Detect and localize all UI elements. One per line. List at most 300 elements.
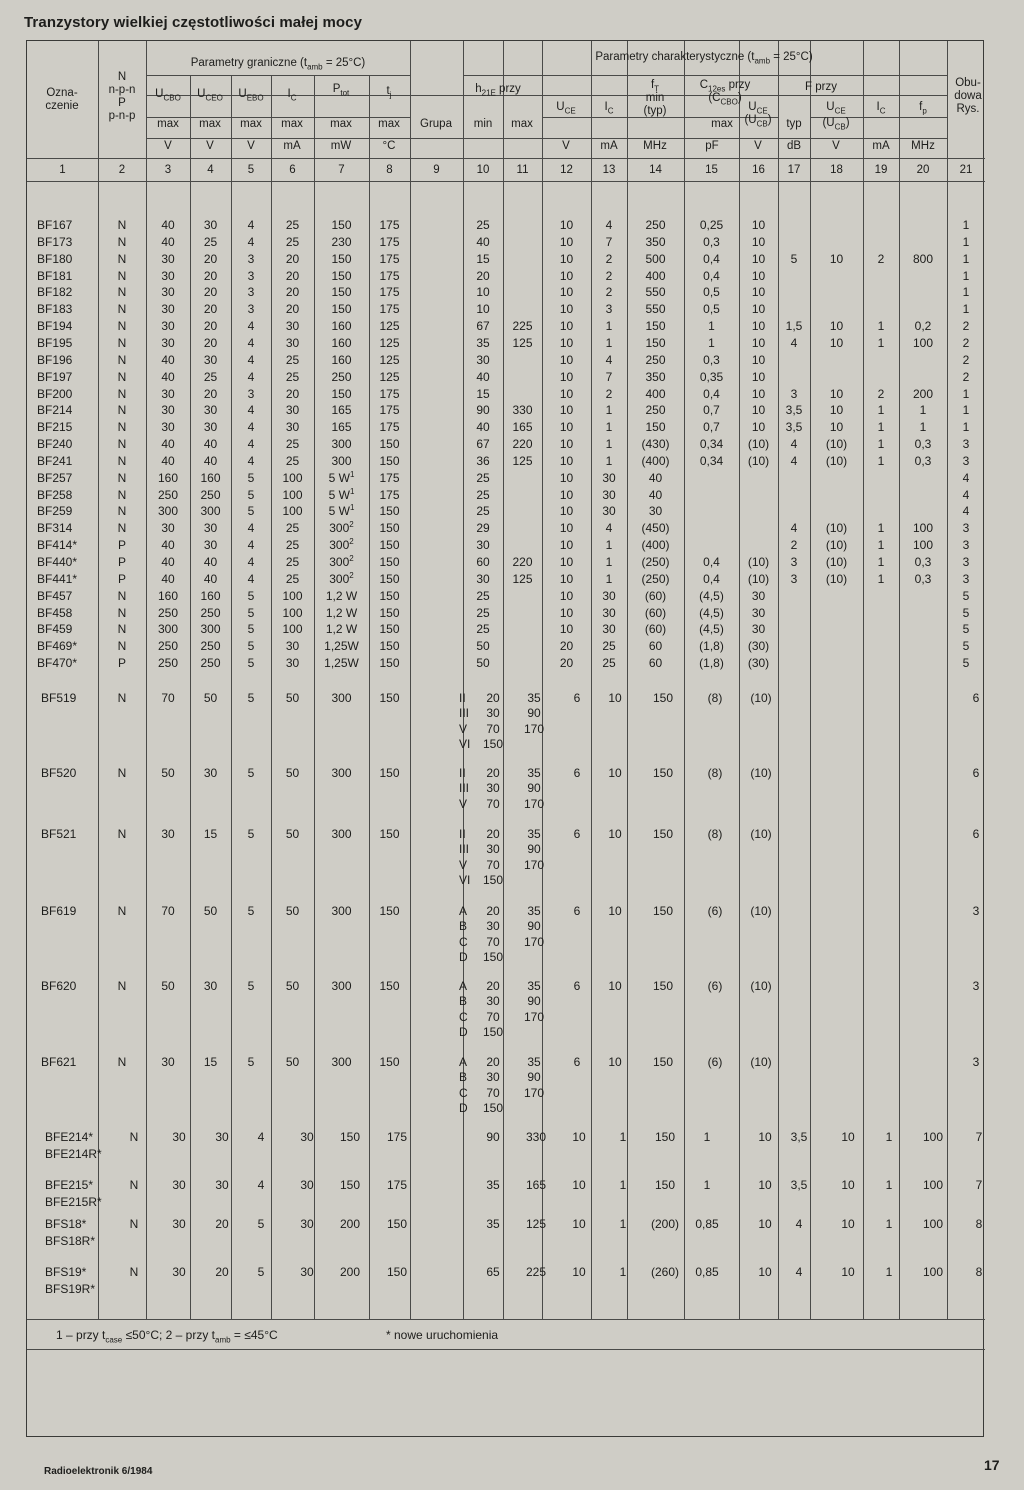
table-cell: 10	[559, 538, 574, 553]
table-cell: 20	[203, 302, 218, 317]
header-max: max	[199, 118, 221, 130]
transistor-name: BF620	[41, 979, 77, 993]
table-cell: 5 $W^1$	[328, 486, 355, 502]
table-cell: 5	[247, 588, 255, 603]
table-cell: 150	[379, 639, 400, 654]
table-cell: 30	[300, 1178, 314, 1192]
group-label: VI	[459, 873, 471, 888]
table-cell: 10	[559, 622, 574, 637]
table-cell: 10	[841, 1217, 855, 1231]
table-cell: 5	[962, 639, 970, 654]
header-ic2: $I_C$	[604, 101, 614, 116]
table-cell: 150	[331, 285, 352, 300]
table-cell: 300	[200, 504, 221, 519]
table-cell: (10)	[747, 571, 770, 586]
table-cell: 1	[605, 420, 613, 435]
table-cell: 10	[559, 335, 574, 350]
table-cell: 40	[203, 437, 218, 452]
table-cell: 40	[161, 571, 175, 586]
group-label: A	[459, 904, 468, 918]
table-cell: 35	[527, 904, 541, 918]
transistor-table	[26, 40, 984, 1437]
table-cell: 300	[331, 1055, 352, 1069]
table-cell: 4	[795, 1217, 803, 1231]
transistor-name: BFE215*	[45, 1178, 94, 1192]
table-cell: 70	[161, 904, 175, 918]
table-cell: 5	[247, 656, 255, 671]
table-cell: 5	[247, 904, 255, 918]
table-cell: (400)	[641, 453, 670, 468]
table-cell: 0,34	[699, 437, 724, 452]
table-cell: 125	[379, 319, 400, 334]
transistor-name: BF314	[37, 521, 73, 536]
table-cell: 30	[161, 521, 175, 536]
table-cell: 25	[476, 504, 490, 519]
table-cell: 160	[157, 470, 179, 485]
table-cell: 3,5	[790, 1178, 808, 1192]
table-cell: 3	[962, 571, 970, 586]
table-cell: 300	[331, 766, 352, 780]
table-cell: 100	[922, 1130, 944, 1144]
table-cell: 70	[486, 934, 500, 949]
table-cell: 200	[912, 386, 934, 401]
column-number: 11	[516, 164, 529, 176]
table-cell: 50	[285, 827, 300, 841]
table-cell: N	[117, 487, 127, 502]
table-cell: 6	[972, 691, 980, 705]
table-cell: N	[117, 470, 127, 485]
table-cell: (10)	[750, 691, 772, 705]
table-cell: N	[117, 251, 127, 266]
table-cell: N	[117, 979, 127, 993]
table-cell: 150	[379, 691, 400, 705]
table-cell: P	[117, 571, 127, 586]
table-cell: 4	[790, 453, 798, 468]
table-cell: 1	[619, 1217, 627, 1231]
table-cell: 4	[247, 319, 255, 334]
table-cell: 100	[912, 521, 934, 536]
table-cell: (10)	[747, 453, 770, 468]
table-cell: 20	[203, 319, 218, 334]
table-cell: N	[117, 319, 127, 334]
table-cell: 200	[339, 1217, 361, 1231]
table-cell: 1	[877, 571, 885, 586]
header-uce: $U_{CE}$	[556, 101, 576, 116]
grid-line	[947, 41, 948, 1319]
table-cell: 1	[962, 234, 970, 249]
table-cell: 4	[605, 218, 613, 232]
table-cell: 30	[602, 487, 616, 502]
table-cell: 125	[512, 335, 533, 350]
table-cell: 4	[247, 218, 255, 232]
header-h21e: $h_{21E}$ przy	[475, 83, 521, 98]
table-cell: 8	[975, 1265, 983, 1279]
table-cell: 1	[605, 555, 613, 569]
table-cell: 10	[559, 251, 574, 266]
table-cell: 1	[703, 1178, 711, 1192]
table-cell: 500	[645, 251, 666, 266]
table-cell: (8)	[707, 691, 723, 705]
group-label: D	[459, 1101, 468, 1116]
table-cell: 30	[486, 781, 500, 796]
header-unit: MHz	[911, 140, 935, 152]
column-number: 6	[289, 164, 296, 176]
table-cell: 350	[645, 369, 666, 384]
group-label: V	[459, 857, 468, 872]
column-number: 21	[959, 164, 973, 176]
table-cell: 250	[157, 656, 179, 671]
table-cell: (8)	[707, 827, 723, 841]
column-number: 2	[118, 164, 126, 176]
table-cell: 300	[157, 504, 179, 519]
table-cell: 6	[573, 979, 581, 993]
table-cell: (30)	[747, 639, 770, 654]
table-cell: 50	[476, 656, 490, 671]
table-cell: 160	[331, 335, 352, 350]
table-cell: 30	[215, 1178, 229, 1192]
table-cell: 4	[790, 335, 798, 350]
group-label: A	[459, 1055, 468, 1069]
transistor-name: BF519	[41, 691, 77, 705]
table-cell: 30	[161, 403, 175, 418]
table-cell: 220	[512, 437, 533, 452]
table-cell: 1	[919, 403, 927, 418]
table-cell: 175	[379, 302, 400, 317]
table-cell: 10	[841, 1178, 855, 1192]
transistor-name: BF469*	[37, 639, 78, 654]
table-cell: 1	[877, 420, 885, 435]
table-cell: 30	[203, 521, 218, 536]
table-cell: N	[117, 369, 127, 384]
table-cell: 160	[200, 588, 221, 603]
table-cell: (6)	[707, 1055, 723, 1069]
table-cell: 3	[605, 302, 613, 317]
table-cell: 25	[285, 437, 300, 452]
table-cell: 30	[172, 1130, 186, 1144]
header-unit: V	[832, 140, 840, 152]
table-cell: 7	[605, 234, 613, 249]
table-cell: (200)	[650, 1217, 680, 1231]
table-cell: 4	[790, 521, 798, 536]
table-cell: 50	[285, 691, 300, 705]
header-max: max	[330, 118, 352, 130]
table-cell: 30	[285, 420, 300, 435]
table-cell: 40	[161, 538, 175, 553]
table-cell: 150	[379, 521, 400, 536]
table-cell: 2	[877, 251, 885, 266]
grid-line	[27, 1319, 985, 1320]
table-cell: 125	[379, 335, 400, 350]
table-cell: 50	[476, 639, 490, 654]
column-number: 5	[247, 164, 255, 176]
table-cell: 35	[486, 1217, 500, 1231]
table-cell: 25	[602, 639, 616, 654]
header-obudowa: Obu- dowa Rys.	[954, 77, 982, 115]
table-cell: 4	[962, 470, 970, 485]
table-cell: N	[117, 691, 127, 705]
table-cell: 10	[572, 1130, 586, 1144]
table-cell: 10	[559, 470, 574, 485]
table-cell: 40	[476, 420, 490, 435]
table-cell: 30	[300, 1130, 314, 1144]
table-cell: 35	[527, 1055, 541, 1069]
group-label: B	[459, 1070, 468, 1085]
table-cell: 30	[203, 218, 218, 232]
table-cell: N	[117, 622, 127, 637]
table-cell: 10	[829, 335, 844, 350]
transistor-name: BF458	[37, 605, 73, 620]
column-number: 3	[164, 164, 172, 176]
table-cell: 25	[476, 218, 490, 232]
table-cell: 150	[331, 386, 352, 401]
transistor-name: BF196	[37, 352, 73, 367]
header-unit: V	[206, 140, 214, 152]
column-number: 19	[874, 164, 888, 176]
table-cell: 4	[247, 420, 255, 435]
transistor-name: BF167	[37, 218, 73, 232]
column-number: 4	[207, 164, 214, 176]
table-cell: N	[117, 766, 127, 780]
group-label: III	[459, 706, 470, 721]
table-cell: 5	[962, 605, 970, 620]
table-cell: 3	[790, 386, 798, 401]
table-cell: 3	[972, 904, 980, 918]
table-cell: N	[117, 420, 127, 435]
table-cell: 90	[527, 994, 541, 1009]
table-cell: 30	[486, 1070, 500, 1085]
header-uceo: $U_{CEO}$	[197, 88, 223, 103]
table-cell: 20	[285, 251, 300, 266]
table-cell: 150	[482, 873, 504, 888]
table-cell: 40	[203, 555, 218, 569]
table-cell: 250	[645, 403, 666, 418]
table-cell: 30	[602, 470, 616, 485]
table-cell: 20	[285, 285, 300, 300]
table-cell: 1	[919, 420, 927, 435]
table-cell: 5	[247, 827, 255, 841]
transistor-name: BF183	[37, 302, 73, 317]
table-cell: N	[129, 1265, 139, 1279]
table-cell: 1,2 W	[325, 622, 358, 637]
table-cell: 30	[203, 766, 218, 780]
table-cell: N	[117, 403, 127, 418]
table-cell: $300^2$	[329, 554, 354, 569]
column-number: 15	[705, 164, 718, 176]
table-cell: 150	[331, 251, 352, 266]
transistor-name: BF215	[37, 420, 73, 435]
group-label: C	[459, 934, 468, 949]
grid-line	[27, 158, 985, 159]
table-cell: (10)	[747, 437, 770, 452]
table-cell: 100	[282, 588, 303, 603]
table-cell: 3	[790, 571, 798, 586]
grid-line	[146, 138, 947, 139]
table-cell: (10)	[825, 437, 848, 452]
table-cell: 67	[476, 437, 490, 452]
table-cell: 4	[247, 234, 255, 249]
table-cell: 100	[282, 605, 303, 620]
table-cell: 30	[161, 1055, 175, 1069]
table-cell: (8)	[707, 766, 723, 780]
table-cell: 150	[379, 904, 400, 918]
header-max: max	[157, 118, 179, 130]
table-cell: 5	[962, 656, 970, 671]
header-uebo: $U_{EBO}$	[238, 88, 264, 103]
transistor-name: BF257	[37, 470, 73, 485]
table-cell: 5	[247, 1055, 255, 1069]
table-cell: 0,25	[699, 218, 724, 232]
table-cell: 10	[559, 369, 574, 384]
table-cell: 2	[605, 285, 613, 300]
table-cell: N	[117, 1055, 127, 1069]
table-cell: 25	[203, 234, 218, 249]
table-cell: 70	[486, 1085, 500, 1100]
table-cell: 4	[247, 352, 255, 367]
table-cell: 2	[790, 538, 798, 553]
table-cell: 4	[790, 437, 798, 452]
table-cell: 40	[161, 234, 175, 249]
table-cell: 1	[962, 403, 970, 418]
table-cell: (250)	[641, 571, 670, 586]
table-cell: 0,5	[703, 285, 720, 300]
header-grupa: Grupa	[420, 118, 452, 130]
group-label: VI	[459, 737, 471, 752]
table-cell: 170	[523, 934, 545, 949]
header-unit: V	[562, 140, 570, 152]
transistor-name: BF470*	[37, 656, 78, 671]
table-cell: 10	[559, 403, 574, 418]
table-cell: 15	[476, 251, 490, 266]
table-cell: 150	[379, 766, 400, 780]
table-cell: 10	[608, 827, 622, 841]
table-cell: 150	[652, 827, 674, 841]
table-cell: 1	[605, 538, 613, 553]
table-cell: 1	[962, 386, 970, 401]
grid-line	[684, 41, 685, 1319]
table-cell: 30	[215, 1130, 229, 1144]
table-cell: 90	[527, 1070, 541, 1085]
table-cell: 10	[476, 285, 490, 300]
table-cell: 5 $W^1$	[328, 469, 355, 485]
table-cell: (60)	[644, 605, 667, 620]
table-cell: 150	[652, 1055, 674, 1069]
table-cell: 15	[476, 386, 490, 401]
table-cell: 10	[559, 319, 574, 334]
table-cell: 10	[758, 1130, 772, 1144]
table-cell: 220	[512, 555, 533, 569]
table-cell: 30	[285, 319, 300, 334]
table-cell: 2	[962, 352, 970, 367]
table-cell: 8	[975, 1217, 983, 1231]
table-cell: 175	[379, 403, 400, 418]
transistor-name: BF440*	[37, 555, 78, 569]
group-label: V	[459, 721, 468, 736]
table-cell: 230	[331, 234, 352, 249]
table-cell: 30	[285, 639, 300, 654]
table-cell: 30	[285, 335, 300, 350]
group-label: C	[459, 1085, 468, 1100]
table-cell: 4	[962, 504, 970, 519]
column-number: 17	[787, 164, 801, 176]
table-cell: N	[117, 639, 127, 654]
column-number: 8	[386, 164, 393, 176]
table-cell: 170	[523, 721, 545, 736]
table-cell: 4	[247, 335, 255, 350]
grid-line	[542, 41, 543, 1319]
header-unit: mW	[330, 140, 352, 152]
header-ucb: $(U_{CB})$	[822, 117, 850, 132]
table-cell: 25	[285, 369, 300, 384]
table-cell: 10	[841, 1265, 855, 1279]
table-cell: 1	[877, 403, 885, 418]
transistor-name: BF180	[37, 251, 73, 266]
header-polarity: N n-p-n P p-n-p	[108, 71, 136, 122]
group-label: B	[459, 994, 468, 1009]
table-cell: 30	[602, 504, 616, 519]
header-max: max	[240, 118, 262, 130]
table-cell: 5	[247, 639, 255, 654]
table-cell: 40	[648, 487, 663, 502]
header-max: max	[511, 118, 533, 130]
table-cell: 10	[758, 1178, 772, 1192]
table-cell: 10	[751, 234, 766, 249]
group-label: A	[459, 979, 468, 993]
table-cell: 0,7	[703, 420, 720, 435]
table-cell: 25	[476, 487, 490, 502]
table-cell: 50	[161, 766, 175, 780]
table-cell: 150	[339, 1178, 361, 1192]
table-cell: 60	[476, 555, 490, 569]
table-cell: 400	[645, 268, 666, 283]
table-cell: $300^2$	[329, 537, 354, 553]
table-cell: 6	[972, 827, 980, 841]
transistor-name: BF621	[41, 1055, 77, 1069]
table-cell: 1,25W	[324, 639, 359, 654]
table-cell: 1	[703, 1130, 711, 1144]
table-cell: 20	[559, 639, 574, 654]
transistor-name: BF194	[37, 319, 73, 334]
table-cell: 4	[257, 1178, 265, 1192]
table-cell: 1	[619, 1130, 627, 1144]
table-cell: 250	[645, 352, 666, 367]
table-cell: 100	[922, 1217, 944, 1231]
table-cell: 10	[572, 1178, 586, 1192]
table-cell: 10	[608, 904, 622, 918]
table-cell: 1	[877, 453, 885, 468]
table-cell: 10	[559, 302, 574, 317]
table-cell: 10	[751, 319, 766, 334]
grid-line	[778, 41, 779, 1319]
table-cell: 40	[161, 555, 175, 569]
table-cell: 1	[708, 319, 715, 334]
table-cell: 10	[559, 521, 574, 536]
header-designation: Ozna- czenie	[45, 87, 79, 112]
table-cell: 175	[379, 470, 400, 485]
table-cell: 200	[339, 1265, 361, 1279]
table-cell: 125	[512, 453, 533, 468]
header-typ: typ	[786, 118, 802, 130]
header-limits: Parametry graniczne $(t_{amb} = 25^\circ C)$	[190, 57, 366, 72]
table-cell: 1	[605, 453, 613, 468]
table-cell: 25	[285, 234, 300, 249]
table-cell: 0,3	[703, 234, 720, 249]
grid-line	[739, 41, 740, 1319]
group-label: III	[459, 842, 470, 857]
transistor-name: BFE214*	[45, 1130, 94, 1144]
table-cell: 300	[331, 691, 352, 705]
table-cell: 70	[161, 691, 175, 705]
table-cell: 20	[285, 302, 300, 317]
